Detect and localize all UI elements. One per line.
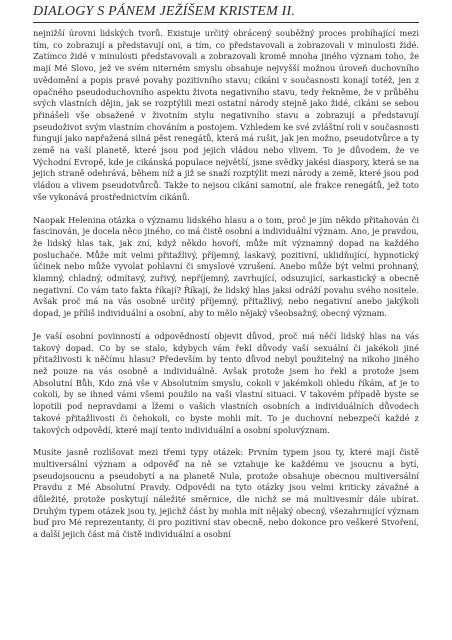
paragraph-2: Naopak Helenina otázka o významu lidského hlasu a o tom, proč je jím někdo přitahován či fascinován, je docela něco jiného, co má čistě osobní a individuální význam. Ano, je pravdou, že lidský hlas tak, jak zní, když někdo hovoří, může mít významný dopad na každého posluchače. Může mít velmi přitažlivý, příjemný, laskavý, pozitivní, uklidňující, hypnotický účinek nebo může vyvolat pohlavní či smyslové vzrušení. Anebo může být velmi prohnaný, klamný, chladný, odmítavý, zuřivý, nepříjemný, zavrhující, odsuzující, sarkastický a obecně negativní. Co vám tato fakta říkají? Říkají, že lidský hlas jaksi odráží povahu svého nositele. Avšak proč má na vás osobně určitý příjemný, přitažlivý, nebo negativní anebo jakýkoli dopad, je příliš individuální a osobní, aby to mělo nějaký všeobsažný, obecný význam. xyxy=(33,214,419,319)
running-header xyxy=(33,4,419,23)
paragraph-3: Je vaší osobní povinností a odpovědností objevit důvod, proč má něčí lidský hlas na vás takový dopad. Co by se stalo, kdybych vám řekl důvody vaší sexuální či jakékoli jiné přitažlivosti k něčímu hlasu? Především by tento důvod nebyl použitelný na nikoho jiného než pouze na vás osobně a individuálně. Avšak protože jsem ho řekl a protože jsem Absolutní Bůh, Kdo zná vše v Absolutním smyslu, cokoli v jakémkoli ohledu říkám, ať je to cokoli, by se ihned vámi všemi použilo na vaši vlastní situaci. V takovém případě byste se lopotili pod nepravdami a lžemi o vašich vlastních osobních a individuálních důvodech takové přitažlivosti či čehokoli, co byste mohli mít. To je duchovní nebezpečí každé z takových odpovědí, které mají tento individuální a osobní spoluvýznam. xyxy=(33,330,419,435)
paragraph-4: Musíte jasně rozlišovat mezi třemi typy otázek: Prvním typem jsou ty, které mají čistě multiversální význam a odpověď na ně se vztahuje ke každému ve jsoucnu a bytí, pseudojsoucnu a pseudobytí a na planetě Nula, protože obsahuje obecnou multiversální Pravdu z Mé Absolutní Pravdy. Odpovědi na tyto otázky jsou velmi kriticky závažné a důležité, protože poskytují náležité směrnice, dle nichž se má multivesmír dále ubírat. Druhým typem otázek jsou ty, jejichž část by mohla mít nějaký obecný, všezahrnující význam buď pro Mé reprezentanty, či pro pozitivní stav obecně, nebo dokonce pro veškeré Stvoření, a další jejich část má čistě individuální a osobní xyxy=(33,447,419,540)
header-title: DIALOGY S PÁNEM JEŽÍŠEM KRISTEM II. xyxy=(33,4,296,19)
paragraph-1: nejnižší úrovni lidských tvorů. Existuje určitý obrácený souběžný proces probíhající mezi tím, co zobrazují a představují oni, a tím, co představovali a zobrazovali v minulosti židé. Zatímco židé v minulosti představovali a zobrazovali kromě mnoha jiného význam toho, že mají Mé Slovo, jež ve svém niterném smyslu obsahuje nejvyšší možnou úroveň duchovního uvědomění a popis pravé povahy pozitivního stavu; cikáni v současnosti konají totéž, jen z opačného pseudoduchovního aspektu života negativního stavu, tedy řekněme, že v průběhu svých vlastních dějin, jak se rozptýlili mezi ostatní národy stejně jako židé, cikáni se sebou přinášeli vše obsažené v životním stylu negativního stavu a zobrazují a představují pseudoživot svým vlastním chováním a postojem. Vzhledem ke své zvláštní roli v současnosti fungují jako napřažená silná pěst renegátů, která má rušit, jak jen možno, pseudotvůrce a ty země na vaší planetě, které jsou pod jejich vládou nebo vlivem. To je důvodem, že ve Východní Evropě, kde je cikánská populace největší, jsme svědky jakési diaspory, která se na jejich straně odehrává, během níž a již se snaží rozptýlit mezi národy a země, které jsou pod vládou a vlivem pseudotvůrců. Takže to nejsou cikáni samotní, ale frakce renegátů, jež toto vše vykonává prostřednictvím cikánů. xyxy=(33,28,419,202)
body-text xyxy=(33,28,419,541)
